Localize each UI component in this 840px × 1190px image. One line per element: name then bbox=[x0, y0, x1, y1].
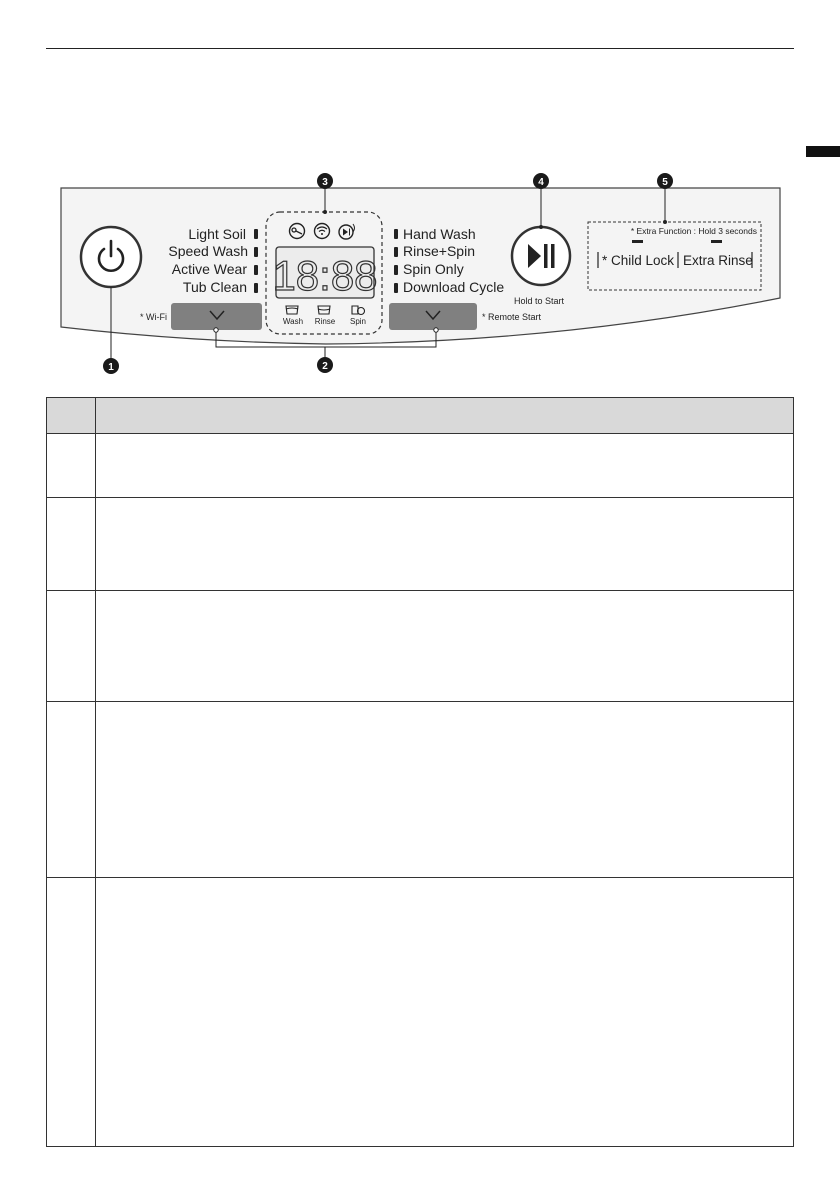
table-row-divider bbox=[47, 877, 793, 878]
cycle-label-download-cycle: Download Cycle bbox=[403, 279, 505, 295]
table-row-divider bbox=[47, 590, 793, 591]
callout-4 bbox=[533, 173, 549, 189]
table-row-divider bbox=[47, 497, 793, 498]
svg-text:1: 1 bbox=[108, 362, 114, 373]
cycle-label-light-soil: Light Soil bbox=[188, 226, 246, 242]
callout-3 bbox=[317, 173, 333, 189]
svg-text:4: 4 bbox=[538, 177, 544, 188]
child-lock-indicator bbox=[632, 240, 643, 243]
svg-text:5: 5 bbox=[662, 177, 668, 188]
power-button[interactable] bbox=[81, 227, 141, 287]
extra-rinse-label: Extra Rinse bbox=[683, 253, 753, 268]
child-lock-button[interactable] bbox=[602, 253, 674, 268]
cycle-label-tub-clean: Tub Clean bbox=[182, 279, 247, 295]
extra-rinse-button[interactable] bbox=[683, 253, 753, 268]
stage-label-spin: Spin bbox=[349, 317, 367, 326]
top-rule bbox=[46, 48, 794, 49]
control-panel-illustration bbox=[0, 165, 840, 380]
cycle-label-speed-wash: Speed Wash bbox=[168, 243, 248, 259]
description-table bbox=[46, 397, 794, 1147]
extra-rinse-indicator bbox=[711, 240, 722, 243]
callout-2 bbox=[317, 357, 333, 373]
display-digits: 18:88 bbox=[272, 252, 378, 299]
stage-label-wash: Wash bbox=[282, 317, 304, 326]
remote-start-label: * Remote Start bbox=[482, 312, 542, 322]
svg-text:3: 3 bbox=[322, 177, 328, 188]
hold-to-start-label: Hold to Start bbox=[513, 296, 565, 306]
cycle-label-active-wear: Active Wear bbox=[171, 261, 247, 277]
wifi-label: * Wi-Fi bbox=[140, 312, 167, 322]
extra-function-note: * Extra Function : Hold 3 seconds bbox=[630, 226, 757, 236]
cycle-down-button-left[interactable] bbox=[171, 303, 262, 330]
table-header-row bbox=[47, 398, 793, 434]
child-lock-label: * Child Lock bbox=[602, 253, 675, 268]
cycle-down-button-right[interactable] bbox=[389, 303, 477, 330]
cycle-label-hand-wash: Hand Wash bbox=[403, 226, 476, 242]
digital-display bbox=[272, 247, 377, 299]
table-column-divider bbox=[95, 398, 96, 1146]
callout-5 bbox=[657, 173, 673, 189]
svg-text:2: 2 bbox=[322, 361, 328, 372]
cycle-label-spin-only: Spin Only bbox=[403, 261, 464, 277]
callout-1 bbox=[103, 358, 119, 374]
section-tab-marker bbox=[806, 146, 840, 157]
start-pause-button[interactable] bbox=[512, 227, 570, 285]
table-row-divider bbox=[47, 701, 793, 702]
cycle-label-rinse-spin: Rinse+Spin bbox=[403, 243, 475, 259]
stage-label-rinse: Rinse bbox=[314, 317, 336, 326]
